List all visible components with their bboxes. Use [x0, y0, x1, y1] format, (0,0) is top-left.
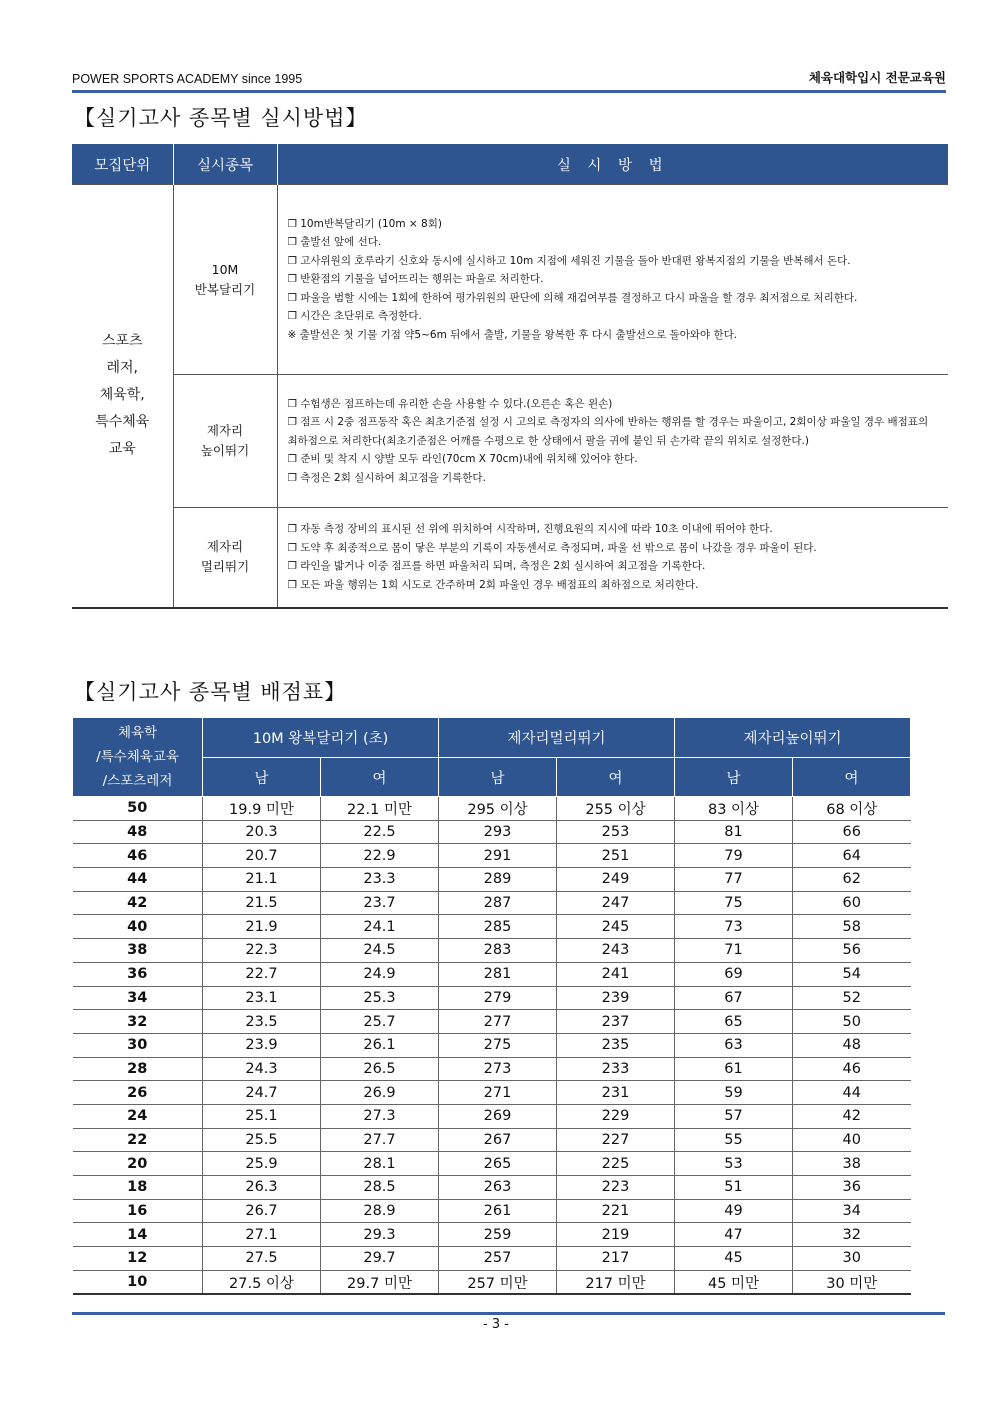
score-value-cell: 241 [557, 962, 675, 986]
score-value-cell: 23.9 [203, 1033, 321, 1057]
score-value-cell: 28.1 [321, 1152, 439, 1176]
score-value-cell: 223 [557, 1176, 675, 1200]
score-value-cell: 219 [557, 1223, 675, 1247]
table-row [73, 1223, 911, 1247]
table-row [73, 1152, 911, 1176]
score-value-cell: 28.5 [321, 1176, 439, 1200]
event-description-cell [277, 185, 948, 375]
score-value-cell: 46 [793, 1057, 911, 1081]
table-row [73, 1247, 911, 1271]
score-value-cell: 227 [557, 1128, 675, 1152]
event-header-high-jump: 제자리높이뛰기 [675, 718, 911, 758]
score-value-cell: 79 [675, 844, 793, 868]
score-value-cell: 36 [793, 1176, 911, 1200]
score-value-cell: 26.3 [203, 1176, 321, 1200]
score-value-cell: 59 [675, 1081, 793, 1105]
score-value-cell: 231 [557, 1081, 675, 1105]
score-value-cell: 45 [675, 1247, 793, 1271]
score-value-cell: 225 [557, 1152, 675, 1176]
score-value-cell: 26.7 [203, 1199, 321, 1223]
score-value-cell: 65 [675, 1010, 793, 1034]
score-value-cell: 68 이상 [793, 797, 911, 821]
score-value-cell: 62 [793, 868, 911, 892]
method-row-shuttle-run [72, 185, 948, 375]
score-value-cell: 261 [439, 1199, 557, 1223]
score-value-cell: 57 [675, 1104, 793, 1128]
score-value-cell: 24.1 [321, 915, 439, 939]
score-value-cell: 25.9 [203, 1152, 321, 1176]
table-row [73, 939, 911, 963]
score-grade-cell: 44 [73, 868, 203, 892]
score-value-cell: 29.7 미만 [321, 1270, 439, 1294]
event-header-long-jump: 제자리멀리뛰기 [439, 718, 675, 758]
score-value-cell: 273 [439, 1057, 557, 1081]
score-grade-cell: 18 [73, 1176, 203, 1200]
score-value-cell: 22.1 미만 [321, 797, 439, 821]
score-value-cell: 44 [793, 1081, 911, 1105]
score-value-cell: 55 [675, 1128, 793, 1152]
score-value-cell: 30 [793, 1247, 911, 1271]
score-value-cell: 275 [439, 1033, 557, 1057]
score-value-cell: 21.9 [203, 915, 321, 939]
score-value-cell: 251 [557, 844, 675, 868]
score-grade-cell: 38 [73, 939, 203, 963]
description-line: ❐ 자동 측정 장비의 표시된 선 위에 위치하여 시작하며, 진행요원의 지시에 따라 10초 이내에 뛰어야 한다. [287, 523, 773, 536]
score-value-cell: 22.9 [321, 844, 439, 868]
score-value-cell: 27.5 이상 [203, 1270, 321, 1294]
event-name-line: 높이뛰기 [200, 443, 250, 458]
gender-header-female: 여 [793, 758, 911, 797]
score-value-cell: 235 [557, 1033, 675, 1057]
score-value-cell: 23.1 [203, 986, 321, 1010]
score-value-cell: 73 [675, 915, 793, 939]
score-value-cell: 229 [557, 1104, 675, 1128]
table-row [73, 1270, 911, 1294]
event-description-cell [277, 375, 948, 508]
score-value-cell: 285 [439, 915, 557, 939]
description-line: ※ 출발선은 첫 기물 기점 약5~6m 뒤에서 출발, 기물을 왕복한 후 다시 출발선으로 돌아와야 한다. [287, 328, 738, 341]
score-value-cell: 52 [793, 986, 911, 1010]
score-value-cell: 26.5 [321, 1057, 439, 1081]
gender-header-male: 남 [203, 758, 321, 797]
page-number: - 3 - [483, 1317, 509, 1332]
score-value-cell: 67 [675, 986, 793, 1010]
header-unit: 모집단위 [72, 144, 173, 185]
table-row [73, 1081, 911, 1105]
score-value-cell: 29.7 [321, 1247, 439, 1271]
score-value-cell: 25.7 [321, 1010, 439, 1034]
method-row-high-jump [72, 375, 948, 508]
description-line: ❐ 준비 및 착지 시 양발 모두 라인(70cm X 70cm)내에 위치해 있어야 한다. [287, 453, 638, 466]
table-row [73, 1010, 911, 1034]
score-value-cell: 283 [439, 939, 557, 963]
score-value-cell: 24.9 [321, 962, 439, 986]
table-row [73, 986, 911, 1010]
table-row [73, 820, 911, 844]
score-value-cell: 27.1 [203, 1223, 321, 1247]
academy-name: POWER SPORTS ACADEMY since 1995 [72, 72, 303, 86]
score-value-cell: 27.5 [203, 1247, 321, 1271]
score-value-cell: 23.3 [321, 868, 439, 892]
event-name-cell [173, 375, 277, 508]
score-value-cell: 49 [675, 1199, 793, 1223]
score-value-cell: 38 [793, 1152, 911, 1176]
score-value-cell: 40 [793, 1128, 911, 1152]
description-line: ❐ 점프 시 2중 점프동작 혹은 최초기준점 설정 시 고의로 측정자의 의사에 반하는 행위를 할 경우는 파울이고, 2회이상 파울일 경우 배점표의 최하점으로 처리한다(최초기준점은 어깨를 수평으로 한 상태에서 팔을 귀에 붙인 뒤 손가락 끝의 위치로 설정한다.) [287, 416, 929, 447]
score-value-cell: 22.5 [321, 820, 439, 844]
table-row [73, 797, 911, 821]
score-value-cell: 32 [793, 1223, 911, 1247]
score-value-cell: 269 [439, 1104, 557, 1128]
footer-divider [72, 1312, 945, 1315]
description-line: ❐ 10m반복달리기 (10m × 8회) [287, 217, 442, 230]
score-value-cell: 25.1 [203, 1104, 321, 1128]
score-value-cell: 271 [439, 1081, 557, 1105]
score-value-cell: 30 미만 [793, 1270, 911, 1294]
score-value-cell: 75 [675, 891, 793, 915]
description-line: ❐ 측정은 2회 실시하여 최고점을 기록한다. [287, 471, 486, 484]
score-value-cell: 22.3 [203, 939, 321, 963]
score-value-cell: 56 [793, 939, 911, 963]
grade-header-line: /특수체육교육 [96, 749, 179, 765]
score-grade-cell: 48 [73, 820, 203, 844]
table-row [73, 962, 911, 986]
score-value-cell: 217 미만 [557, 1270, 675, 1294]
table-row [73, 891, 911, 915]
score-grade-cell: 34 [73, 986, 203, 1010]
score-value-cell: 28.9 [321, 1199, 439, 1223]
score-value-cell: 257 [439, 1247, 557, 1271]
score-value-cell: 54 [793, 962, 911, 986]
table-row [73, 1199, 911, 1223]
methods-title: 【실기고사 종목별 실시방법】 [74, 106, 368, 130]
score-value-cell: 66 [793, 820, 911, 844]
score-grade-cell: 10 [73, 1270, 203, 1294]
event-name-line: 제자리 [206, 539, 244, 555]
table-row [73, 1033, 911, 1057]
score-value-cell: 281 [439, 962, 557, 986]
score-value-cell: 279 [439, 986, 557, 1010]
method-row-long-jump [72, 508, 948, 608]
score-value-cell: 23.7 [321, 891, 439, 915]
table-row [73, 1128, 911, 1152]
score-value-cell: 60 [793, 891, 911, 915]
score-grade-cell: 24 [73, 1104, 203, 1128]
event-name-line: 멀리뛰기 [200, 559, 250, 575]
score-value-cell: 295 이상 [439, 797, 557, 821]
score-value-cell: 45 미만 [675, 1270, 793, 1294]
unit-line: 특수체육 [95, 414, 150, 431]
gender-header-male: 남 [675, 758, 793, 797]
score-grade-cell: 12 [73, 1247, 203, 1271]
score-header-row [73, 718, 911, 758]
score-value-cell: 53 [675, 1152, 793, 1176]
event-name-cell [173, 185, 277, 375]
score-value-cell: 287 [439, 891, 557, 915]
score-grade-cell: 22 [73, 1128, 203, 1152]
grade-header-line: 체육학 [117, 725, 158, 741]
score-value-cell: 259 [439, 1223, 557, 1247]
description-line: ❐ 고사위원의 호루라기 신호와 동시에 실시하고 10m 지점에 세워진 기물을 돌아 반대편 왕복지점의 기물을 반복해서 돈다. [287, 254, 851, 267]
event-description-cell [277, 508, 948, 608]
score-value-cell: 22.7 [203, 962, 321, 986]
score-value-cell: 257 미만 [439, 1270, 557, 1294]
score-value-cell: 71 [675, 939, 793, 963]
score-value-cell: 69 [675, 962, 793, 986]
description-line: ❐ 출발선 앞에 선다. [287, 236, 382, 249]
unit-line: 교육 [108, 441, 136, 458]
event-name-line: 제자리 [206, 423, 244, 438]
score-value-cell: 249 [557, 868, 675, 892]
score-value-cell: 19.9 미만 [203, 797, 321, 821]
score-value-cell: 26.1 [321, 1033, 439, 1057]
score-value-cell: 29.3 [321, 1223, 439, 1247]
score-value-cell: 289 [439, 868, 557, 892]
event-name-cell [173, 508, 277, 608]
grade-header [73, 718, 203, 797]
score-value-cell: 267 [439, 1128, 557, 1152]
score-value-cell: 58 [793, 915, 911, 939]
score-value-cell: 21.5 [203, 891, 321, 915]
score-value-cell: 50 [793, 1010, 911, 1034]
score-value-cell: 20.7 [203, 844, 321, 868]
score-value-cell: 221 [557, 1199, 675, 1223]
score-value-cell: 27.3 [321, 1104, 439, 1128]
score-grade-cell: 50 [73, 797, 203, 821]
grade-header-line: /스포츠레저 [102, 773, 173, 789]
score-grade-cell: 28 [73, 1057, 203, 1081]
unit-line: 체육학, [99, 387, 145, 404]
gender-header-male: 남 [439, 758, 557, 797]
score-value-cell: 26.9 [321, 1081, 439, 1105]
score-value-cell: 27.7 [321, 1128, 439, 1152]
score-value-cell: 253 [557, 820, 675, 844]
score-grade-cell: 36 [73, 962, 203, 986]
event-name-line: 반복달리기 [194, 281, 256, 297]
score-value-cell: 61 [675, 1057, 793, 1081]
score-value-cell: 277 [439, 1010, 557, 1034]
score-grade-cell: 46 [73, 844, 203, 868]
score-value-cell: 217 [557, 1247, 675, 1271]
page-header [72, 66, 946, 93]
score-grade-cell: 32 [73, 1010, 203, 1034]
table-row [73, 1176, 911, 1200]
score-value-cell: 263 [439, 1176, 557, 1200]
methods-table [72, 144, 948, 609]
score-value-cell: 47 [675, 1223, 793, 1247]
table-row [73, 1057, 911, 1081]
score-value-cell: 239 [557, 986, 675, 1010]
score-value-cell: 23.5 [203, 1010, 321, 1034]
institute-name: 체육대학입시 전문교육원 [808, 70, 946, 85]
score-value-cell: 83 이상 [675, 797, 793, 821]
gender-header-female: 여 [321, 758, 439, 797]
score-value-cell: 63 [675, 1033, 793, 1057]
score-value-cell: 24.5 [321, 939, 439, 963]
score-grade-cell: 14 [73, 1223, 203, 1247]
score-value-cell: 243 [557, 939, 675, 963]
score-value-cell: 48 [793, 1033, 911, 1057]
score-value-cell: 42 [793, 1104, 911, 1128]
unit-line: 스포츠 [101, 333, 143, 350]
score-grade-cell: 20 [73, 1152, 203, 1176]
scores-title: 【실기고사 종목별 배점표】 [74, 680, 347, 704]
table-row [73, 1104, 911, 1128]
description-line: ❐ 시간은 초단위로 측정한다. [287, 310, 422, 323]
table-row [73, 915, 911, 939]
methods-header-row [72, 144, 948, 185]
score-value-cell: 265 [439, 1152, 557, 1176]
description-line: ❐ 반환점의 기물을 넘어뜨리는 행위는 파울로 처리한다. [287, 273, 544, 286]
table-row [73, 844, 911, 868]
unit-line: 레저, [106, 360, 138, 377]
description-line: ❐ 라인을 밟거나 이중 점프를 하면 파울처리 되며, 측정은 2회 실시하여 최고점을 기록한다. [287, 560, 706, 573]
score-value-cell: 247 [557, 891, 675, 915]
score-value-cell: 51 [675, 1176, 793, 1200]
score-value-cell: 245 [557, 915, 675, 939]
score-value-cell: 233 [557, 1057, 675, 1081]
recruit-unit-cell [72, 185, 173, 608]
score-table-body [73, 797, 911, 1295]
score-value-cell: 81 [675, 820, 793, 844]
score-value-cell: 255 이상 [557, 797, 675, 821]
score-grade-cell: 40 [73, 915, 203, 939]
score-value-cell: 21.1 [203, 868, 321, 892]
score-grade-cell: 42 [73, 891, 203, 915]
score-value-cell: 293 [439, 820, 557, 844]
score-value-cell: 24.7 [203, 1081, 321, 1105]
score-value-cell: 25.5 [203, 1128, 321, 1152]
score-grade-cell: 30 [73, 1033, 203, 1057]
score-value-cell: 24.3 [203, 1057, 321, 1081]
description-line: ❐ 모든 파울 행위는 1회 시도로 간주하며 2회 파울인 경우 배점표의 최하점으로 처리한다. [287, 578, 699, 591]
score-value-cell: 291 [439, 844, 557, 868]
event-name-line: 10M [211, 261, 239, 277]
score-value-cell: 34 [793, 1199, 911, 1223]
event-header-shuttle-run: 10M 왕복달리기 (초) [203, 718, 439, 758]
score-value-cell: 64 [793, 844, 911, 868]
table-row [73, 868, 911, 892]
score-value-cell: 77 [675, 868, 793, 892]
header-method: 실 시 방 법 [277, 144, 948, 185]
score-value-cell: 20.3 [203, 820, 321, 844]
score-value-cell: 237 [557, 1010, 675, 1034]
description-line: ❐ 도약 후 최종적으로 몸이 닿은 부분의 기록이 자동센서로 측정되며, 파울 선 밖으로 몸이 나갔을 경우 파울이 된다. [287, 541, 817, 554]
score-table [72, 717, 911, 1295]
header-event: 실시종목 [173, 144, 277, 185]
gender-header-female: 여 [557, 758, 675, 797]
score-value-cell: 25.3 [321, 986, 439, 1010]
description-line: ❐ 파울을 범할 시에는 1회에 한하여 평가위원의 판단에 의해 재검여부를 결정하고 다시 파울을 할 경우 최저점으로 처리한다. [287, 291, 858, 304]
score-grade-cell: 16 [73, 1199, 203, 1223]
score-grade-cell: 26 [73, 1081, 203, 1105]
description-line: ❐ 수험생은 점프하는데 유리한 손을 사용할 수 있다.(오른손 혹은 왼손) [287, 397, 613, 410]
